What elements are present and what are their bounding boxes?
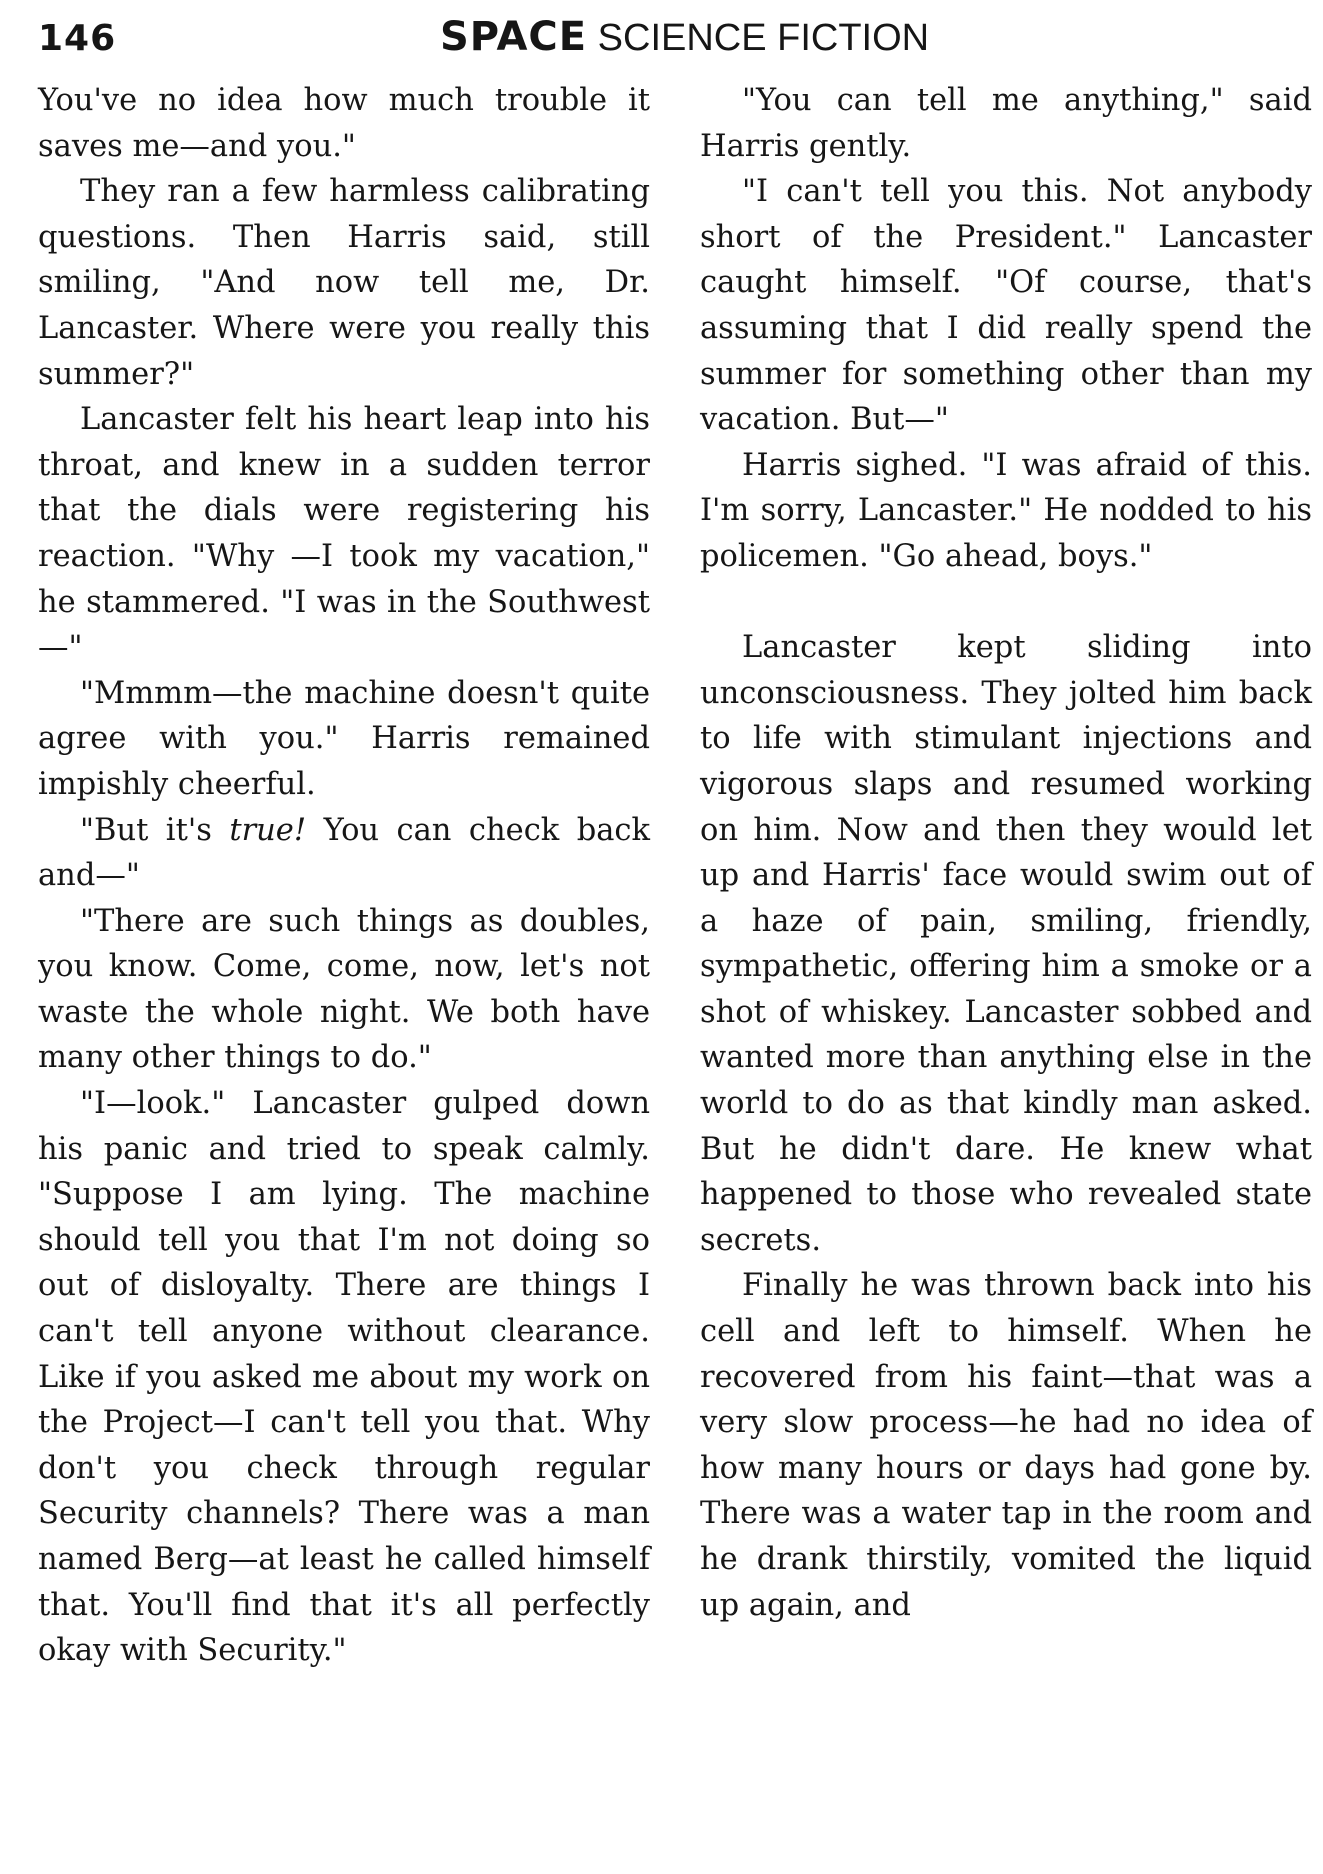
paragraph-text: "But it's [80, 812, 230, 848]
right-column [700, 78, 1312, 1628]
running-head [440, 14, 929, 60]
paragraph: "I—look." Lancaster gulped down his panic and tried to speak calmly. "Suppose I am lying. The machine should tell you that I'm not doing so out of disloyalty. There are things I can't tell anyone without clearance. Like if you asked me about my work on the Project—I can't tell you that. Why don't you check through regular Security channels? There was a man named Berg—at least he called himself that. You'll find that it's all perfectly okay with Security." [38, 1086, 650, 1669]
paragraph-with-emphasis [38, 808, 650, 899]
paragraph: They ran a few harmless calibrating questions. Then Harris said, still smiling, "And now tell me, Dr. Lancaster. Where were you really this summer?" [38, 174, 650, 392]
paragraph: Lancaster felt his heart leap into his throat, and knew in a sudden terror that the dials were registering his reaction. "Why —I took my vacation," he stammered. "I was in the Southwest—" [38, 402, 650, 666]
paragraph: You've no idea how much trouble it saves me—and you." [38, 83, 650, 164]
page-header [38, 12, 1303, 70]
paragraph: "I can't tell you this. Not anybody short of the President." Lancaster caught himself. "Of course, that's assuming that I did really spend the summer for something other than my vacation. But—" [700, 174, 1312, 438]
left-column [38, 78, 650, 1674]
paragraph: "Mmmm—the machine doesn't quite agree with you." Harris remained impishly cheerful. [38, 675, 650, 802]
magazine-name: SPACE [440, 14, 588, 60]
emphasis-text: true! [229, 812, 307, 848]
paragraph: Lancaster kept sliding into unconsciousness. They jolted him back to life with stimulant injections and vigorous slaps and resumed working on him. Now and then they would let up and Harris' face would swim out of a haze of pain, smiling, friendly, sympathetic, offering him a smoke or a shot of whiskey. Lancaster sobbed and wanted more than anything else in the world to do as that kindly man asked. But he didn't dare. He knew what happened to those who revealed state secrets. [700, 630, 1312, 1258]
paragraph-text: You can check back and—" [38, 812, 650, 894]
section-break [700, 580, 1312, 626]
page-number: 146 [38, 18, 117, 59]
paragraph: Finally he was thrown back into his cell and left to himself. When he recovered from his faint—that was a very slow process—he had no idea of how many hours or days had gone by. There was a water tap in the room and he drank thirstily, vomited the liquid up again, and [700, 1268, 1312, 1623]
magazine-subtitle: SCIENCE FICTION [597, 17, 930, 59]
paragraph: Harris sighed. "I was afraid of this. I'm sorry, Lancaster." He nodded to his policemen. "Go ahead, boys." [700, 447, 1312, 574]
paragraph: "There are such things as doubles, you know. Come, come, now, let's not waste the whole night. We both have many other things to do." [38, 903, 650, 1076]
paragraph: "You can tell me anything," said Harris gently. [700, 83, 1312, 164]
